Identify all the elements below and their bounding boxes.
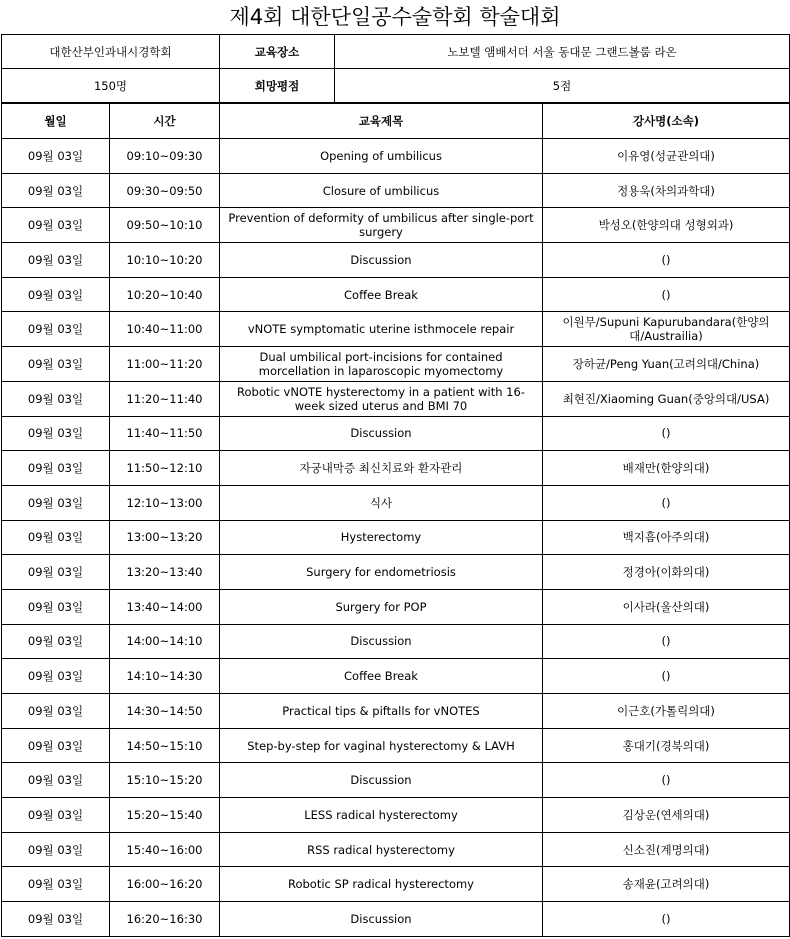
cell-date: 09월 03일 [2, 173, 110, 208]
cell-speaker: 김상운(연세의대) [543, 798, 790, 833]
cell-speaker: () [543, 243, 790, 278]
table-row [2, 381, 790, 416]
table-row [2, 451, 790, 486]
cell-topic: Discussion [220, 416, 543, 451]
cell-speaker: () [543, 902, 790, 937]
cell-date: 09월 03일 [2, 381, 110, 416]
table-row [2, 555, 790, 590]
cell-topic: 식사 [220, 485, 543, 520]
cell-time: 11:20~11:40 [110, 381, 220, 416]
score: 5점 [335, 69, 790, 103]
cell-topic: Coffee Break [220, 277, 543, 312]
cell-speaker: 신소진(계명의대) [543, 832, 790, 867]
table-row [2, 902, 790, 937]
cell-time: 11:40~11:50 [110, 416, 220, 451]
cell-date: 09월 03일 [2, 728, 110, 763]
table-row [2, 728, 790, 763]
cell-speaker: 이사라(울산의대) [543, 589, 790, 624]
cell-time: 12:10~13:00 [110, 485, 220, 520]
table-row [2, 485, 790, 520]
cell-topic: Surgery for endometriosis [220, 555, 543, 590]
cell-speaker: 장하균/Peng Yuan(고려의대/China) [543, 347, 790, 382]
table-row [2, 798, 790, 833]
cell-speaker: 홍대기(경북의대) [543, 728, 790, 763]
table-row [2, 867, 790, 902]
cell-topic: Coffee Break [220, 659, 543, 694]
cell-speaker: () [543, 659, 790, 694]
table-row [2, 208, 790, 243]
cell-date: 09월 03일 [2, 312, 110, 347]
cell-topic: Discussion [220, 763, 543, 798]
cell-speaker: 이근호(가톨릭의대) [543, 694, 790, 729]
cell-time: 10:20~10:40 [110, 277, 220, 312]
cell-date: 09월 03일 [2, 555, 110, 590]
cell-date: 09월 03일 [2, 208, 110, 243]
header-date: 월일 [2, 104, 110, 139]
page-title: 제4회 대한단일공수술학회 학술대회 [229, 5, 561, 29]
cell-speaker: 배재만(한양의대) [543, 451, 790, 486]
cell-topic: Prevention of deformity of umbilicus after single-port surgery [220, 208, 543, 243]
table-row [2, 763, 790, 798]
cell-topic: Discussion [220, 624, 543, 659]
table-row [2, 520, 790, 555]
cell-topic: Dual umbilical port-incisions for contained morcellation in laparoscopic myomectomy [220, 347, 543, 382]
info-table [1, 34, 790, 103]
cell-speaker: () [543, 624, 790, 659]
cell-topic: Discussion [220, 243, 543, 278]
score-label: 희망평점 [220, 69, 335, 103]
venue-label: 교육장소 [220, 35, 335, 69]
cell-speaker: 이원무/Supuni Kapurubandara(한양의대/Austrailia) [543, 312, 790, 347]
cell-time: 09:10~09:30 [110, 139, 220, 174]
cell-time: 11:50~12:10 [110, 451, 220, 486]
cell-topic: Robotic SP radical hysterectomy [220, 867, 543, 902]
table-row [2, 347, 790, 382]
cell-date: 09월 03일 [2, 763, 110, 798]
cell-speaker: 송재윤(고려의대) [543, 867, 790, 902]
cell-topic: Closure of umbilicus [220, 173, 543, 208]
cell-time: 10:10~10:20 [110, 243, 220, 278]
table-row [2, 173, 790, 208]
cell-date: 09월 03일 [2, 139, 110, 174]
cell-speaker: () [543, 416, 790, 451]
cell-time: 14:10~14:30 [110, 659, 220, 694]
cell-time: 11:00~11:20 [110, 347, 220, 382]
schedule-header-row [2, 104, 790, 139]
cell-date: 09월 03일 [2, 277, 110, 312]
organizer: 대한산부인과내시경학회 [2, 35, 220, 69]
table-row [2, 416, 790, 451]
info-row-venue [2, 35, 790, 69]
cell-date: 09월 03일 [2, 520, 110, 555]
cell-date: 09월 03일 [2, 832, 110, 867]
table-row [2, 659, 790, 694]
cell-time: 16:20~16:30 [110, 902, 220, 937]
cell-topic: RSS radical hysterectomy [220, 832, 543, 867]
cell-speaker: 박성오(한양의대 성형외과) [543, 208, 790, 243]
cell-topic: LESS radical hysterectomy [220, 798, 543, 833]
cell-time: 10:40~11:00 [110, 312, 220, 347]
cell-date: 09월 03일 [2, 589, 110, 624]
cell-date: 09월 03일 [2, 798, 110, 833]
cell-time: 14:50~15:10 [110, 728, 220, 763]
table-row [2, 589, 790, 624]
cell-speaker: 정용욱(차의과학대) [543, 173, 790, 208]
cell-speaker: 최현진/Xiaoming Guan(중앙의대/USA) [543, 381, 790, 416]
cell-time: 15:40~16:00 [110, 832, 220, 867]
cell-topic: Practical tips & piftalls for vNOTES [220, 694, 543, 729]
header-time: 시간 [110, 104, 220, 139]
venue: 노보텔 앰배서더 서울 동대문 그랜드볼룸 라온 [335, 35, 790, 69]
table-row [2, 312, 790, 347]
info-row-capacity [2, 69, 790, 103]
cell-topic: Surgery for POP [220, 589, 543, 624]
cell-time: 14:30~14:50 [110, 694, 220, 729]
cell-date: 09월 03일 [2, 347, 110, 382]
cell-date: 09월 03일 [2, 867, 110, 902]
header-topic: 교육제목 [220, 104, 543, 139]
cell-topic: Step-by-step for vaginal hysterectomy & LAVH [220, 728, 543, 763]
cell-time: 15:20~15:40 [110, 798, 220, 833]
cell-time: 15:10~15:20 [110, 763, 220, 798]
cell-time: 09:50~10:10 [110, 208, 220, 243]
capacity: 150명 [2, 69, 220, 103]
cell-topic: vNOTE symptomatic uterine isthmocele repair [220, 312, 543, 347]
schedule-table [1, 103, 790, 937]
cell-time: 14:00~14:10 [110, 624, 220, 659]
cell-date: 09월 03일 [2, 243, 110, 278]
table-row [2, 243, 790, 278]
cell-date: 09월 03일 [2, 902, 110, 937]
cell-time: 13:00~13:20 [110, 520, 220, 555]
header-speaker: 강사명(소속) [543, 104, 790, 139]
cell-speaker: () [543, 277, 790, 312]
cell-date: 09월 03일 [2, 694, 110, 729]
table-row [2, 139, 790, 174]
cell-date: 09월 03일 [2, 624, 110, 659]
cell-topic: 자궁내막증 최신치료와 환자관리 [220, 451, 543, 486]
cell-topic: Opening of umbilicus [220, 139, 543, 174]
cell-topic: Discussion [220, 902, 543, 937]
cell-date: 09월 03일 [2, 416, 110, 451]
table-row [2, 277, 790, 312]
cell-time: 16:00~16:20 [110, 867, 220, 902]
cell-speaker: () [543, 485, 790, 520]
cell-topic: Hysterectomy [220, 520, 543, 555]
table-row [2, 832, 790, 867]
table-row [2, 624, 790, 659]
cell-topic: Robotic vNOTE hysterectomy in a patient with 16-week sized uterus and BMI 70 [220, 381, 543, 416]
cell-time: 09:30~09:50 [110, 173, 220, 208]
cell-date: 09월 03일 [2, 659, 110, 694]
cell-date: 09월 03일 [2, 485, 110, 520]
cell-speaker: 정경아(이화의대) [543, 555, 790, 590]
cell-speaker: 이유영(성균관의대) [543, 139, 790, 174]
table-row [2, 694, 790, 729]
cell-speaker: () [543, 763, 790, 798]
cell-speaker: 백지흠(아주의대) [543, 520, 790, 555]
cell-time: 13:20~13:40 [110, 555, 220, 590]
cell-date: 09월 03일 [2, 451, 110, 486]
cell-time: 13:40~14:00 [110, 589, 220, 624]
